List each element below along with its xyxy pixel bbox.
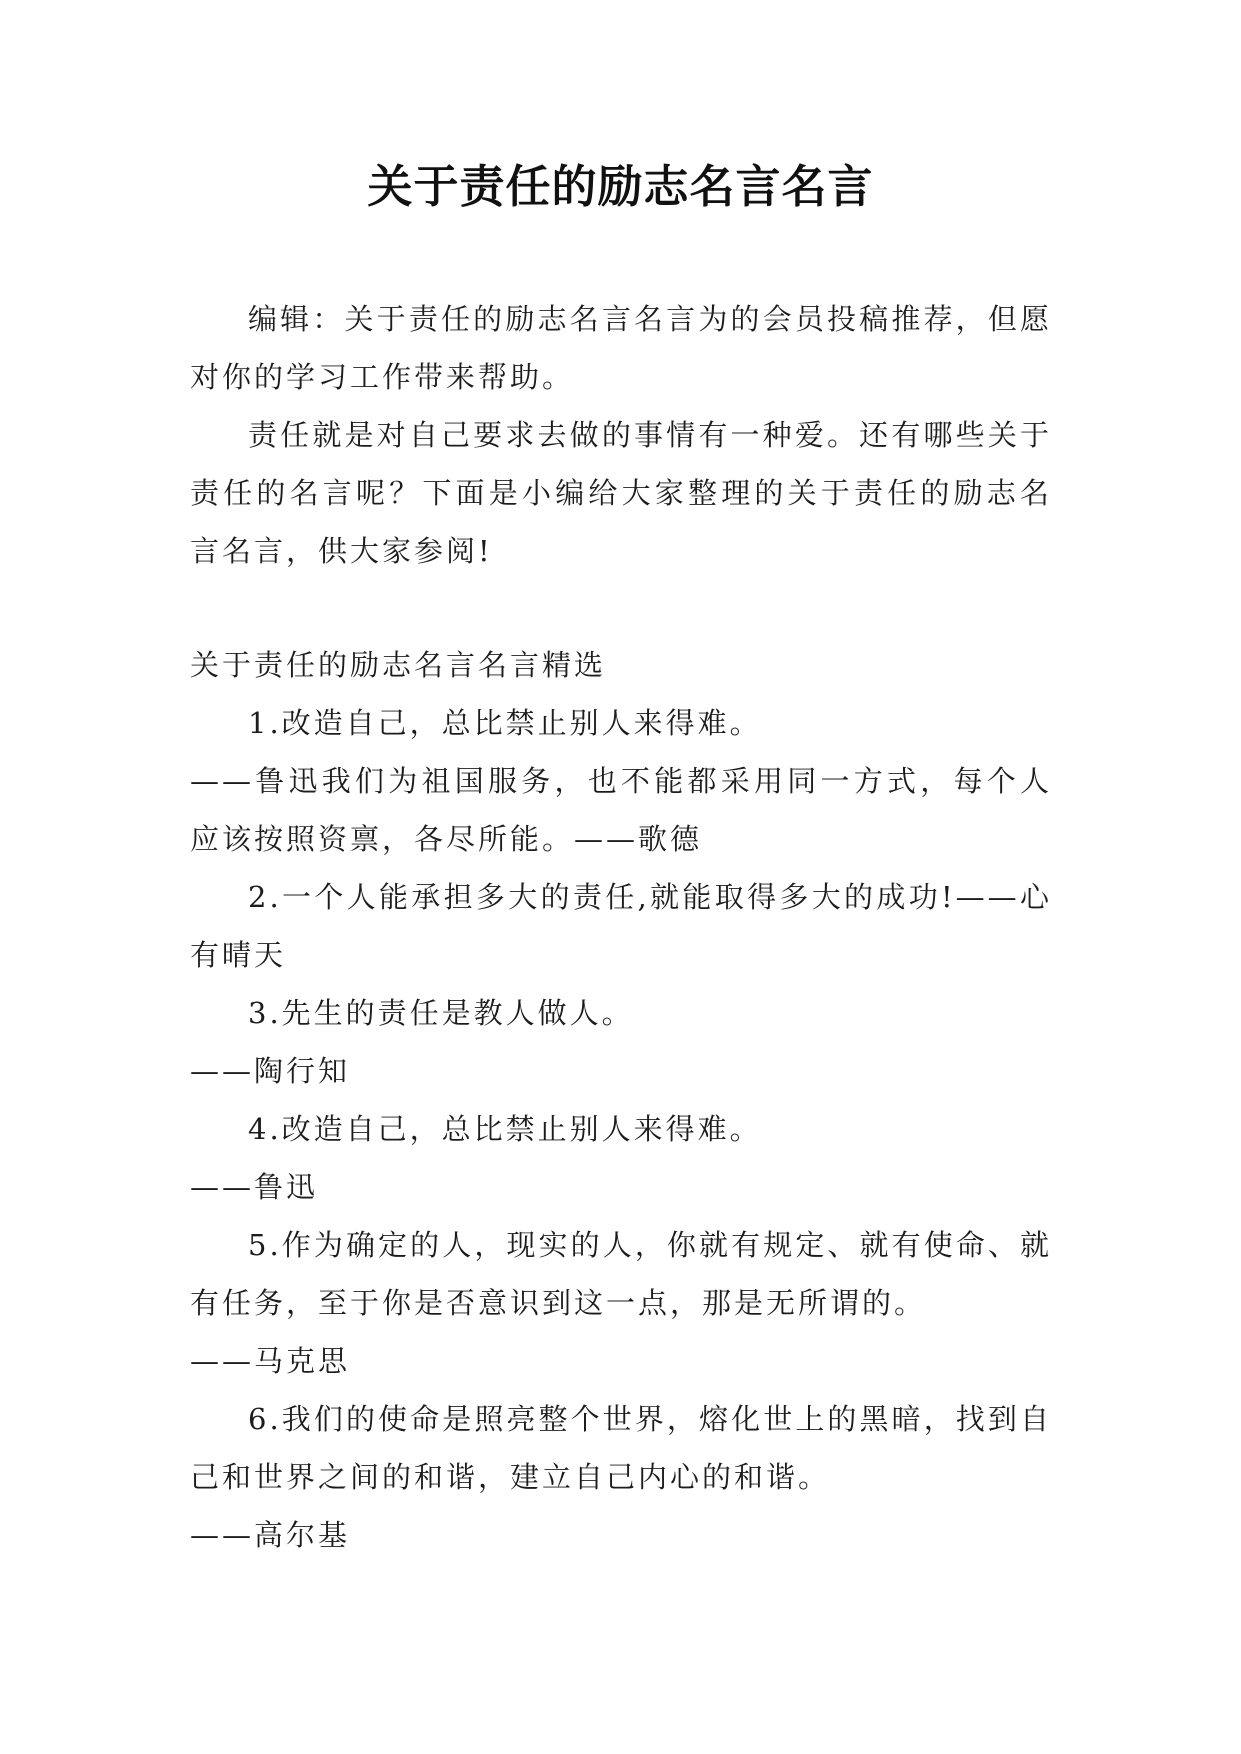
quote-1-text: 1.改造自己，总比禁止别人来得难。 xyxy=(248,706,762,740)
quote-6-text: 6.我们的使命是照亮整个世界，熔化世上的黑暗，找到自己和世界之间的和谐，建立自己内心的和谐。 xyxy=(190,1402,1052,1494)
quote-3-attribution: ——陶行知 xyxy=(190,1054,351,1088)
quote-3-text: 3.先生的责任是教人做人。 xyxy=(248,996,634,1030)
quote-4-attribution: ——鲁迅 xyxy=(190,1170,319,1204)
quote-5-text: 5.作为确定的人，现实的人，你就有规定、就有使命、就有任务，至于你是否意识到这一点，那是无所谓的。 xyxy=(190,1228,1052,1320)
quote-4-text: 4.改造自己，总比禁止别人来得难。 xyxy=(248,1112,762,1146)
document-title: 关于责任的励志名言名言 xyxy=(367,160,874,213)
section-heading: 关于责任的励志名言名言精选 xyxy=(190,648,607,682)
quote-2-text: 2.一个人能承担多大的责任,就能取得多大的成功!——心有晴天 xyxy=(190,880,1052,972)
quote-5-attribution: ——马克思 xyxy=(190,1344,351,1378)
intro-paragraph-description: 责任就是对自己要求去做的事情有一种爱。还有哪些关于责任的名言呢？下面是小编给大家整理的关于责任的励志名言名言，供大家参阅! xyxy=(190,418,1052,568)
quote-6-attribution: ——高尔基 xyxy=(190,1518,351,1552)
intro-paragraph-editor-note: 编辑：关于责任的励志名言名言为的会员投稿推荐，但愿对你的学习工作带来帮助。 xyxy=(190,302,1052,394)
quote-1-attribution: ——鲁迅我们为祖国服务，也不能都采用同一方式，每个人应该按照资禀，各尽所能。——歌德 xyxy=(190,764,1052,856)
quotes-section xyxy=(190,636,1052,1564)
intro-section xyxy=(190,290,1052,580)
